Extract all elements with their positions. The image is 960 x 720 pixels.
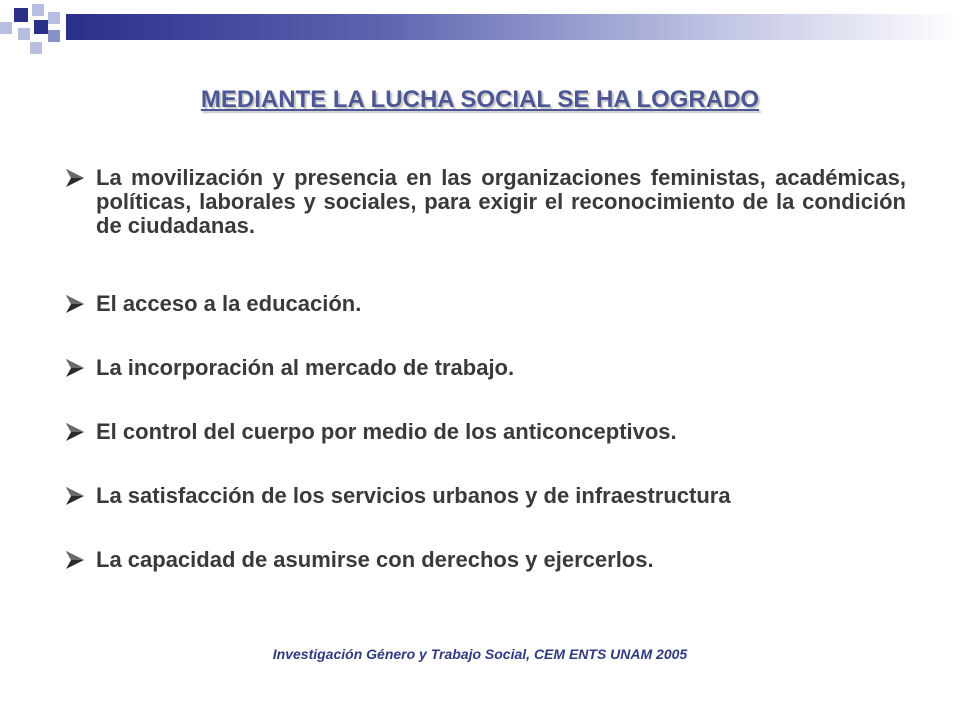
bullet-text: La satisfacción de los servicios urbanos y de infraestructura [96, 483, 731, 508]
deco-square [32, 4, 44, 16]
arrowhead-bullet-icon [64, 293, 86, 315]
deco-square [34, 20, 48, 34]
bullet-item [64, 548, 906, 574]
arrowhead-bullet-icon [64, 549, 86, 571]
deco-square [0, 22, 12, 34]
slide-footer-citation: Investigación Género y Trabajo Social, CEM ENTS UNAM 2005 [272, 646, 688, 662]
bullet-text: La capacidad de asumirse con derechos y ejercerlos. [96, 547, 654, 572]
deco-square [48, 30, 60, 42]
deco-square [48, 12, 60, 24]
deco-square [18, 28, 30, 40]
slide-title: MEDIANTE LA LUCHA SOCIAL SE HA LOGRADO [200, 86, 760, 113]
bullet-item [64, 292, 906, 318]
bullet-text: La movilización y presencia en las organizaciones feministas, académicas, políticas, laborales y sociales, para exigir el reconocimiento de la condición de ciudadanas. [96, 165, 906, 238]
header-decoration [0, 0, 960, 60]
deco-square [14, 8, 28, 22]
bullet-item [64, 166, 906, 250]
bullet-text: El control del cuerpo por medio de los anticonceptivos. [96, 419, 677, 444]
bullet-text: La incorporación al mercado de trabajo. [96, 355, 515, 380]
arrowhead-bullet-icon [64, 167, 86, 189]
bullet-item [64, 484, 906, 510]
arrowhead-bullet-icon [64, 485, 86, 507]
arrowhead-bullet-icon [64, 357, 86, 379]
bullet-list [64, 166, 906, 612]
header-gradient-bar [66, 14, 960, 40]
bullet-item [64, 356, 906, 382]
arrowhead-bullet-icon [64, 421, 86, 443]
deco-square [30, 42, 42, 54]
bullet-text: El acceso a la educación. [96, 291, 362, 316]
bullet-item [64, 420, 906, 446]
